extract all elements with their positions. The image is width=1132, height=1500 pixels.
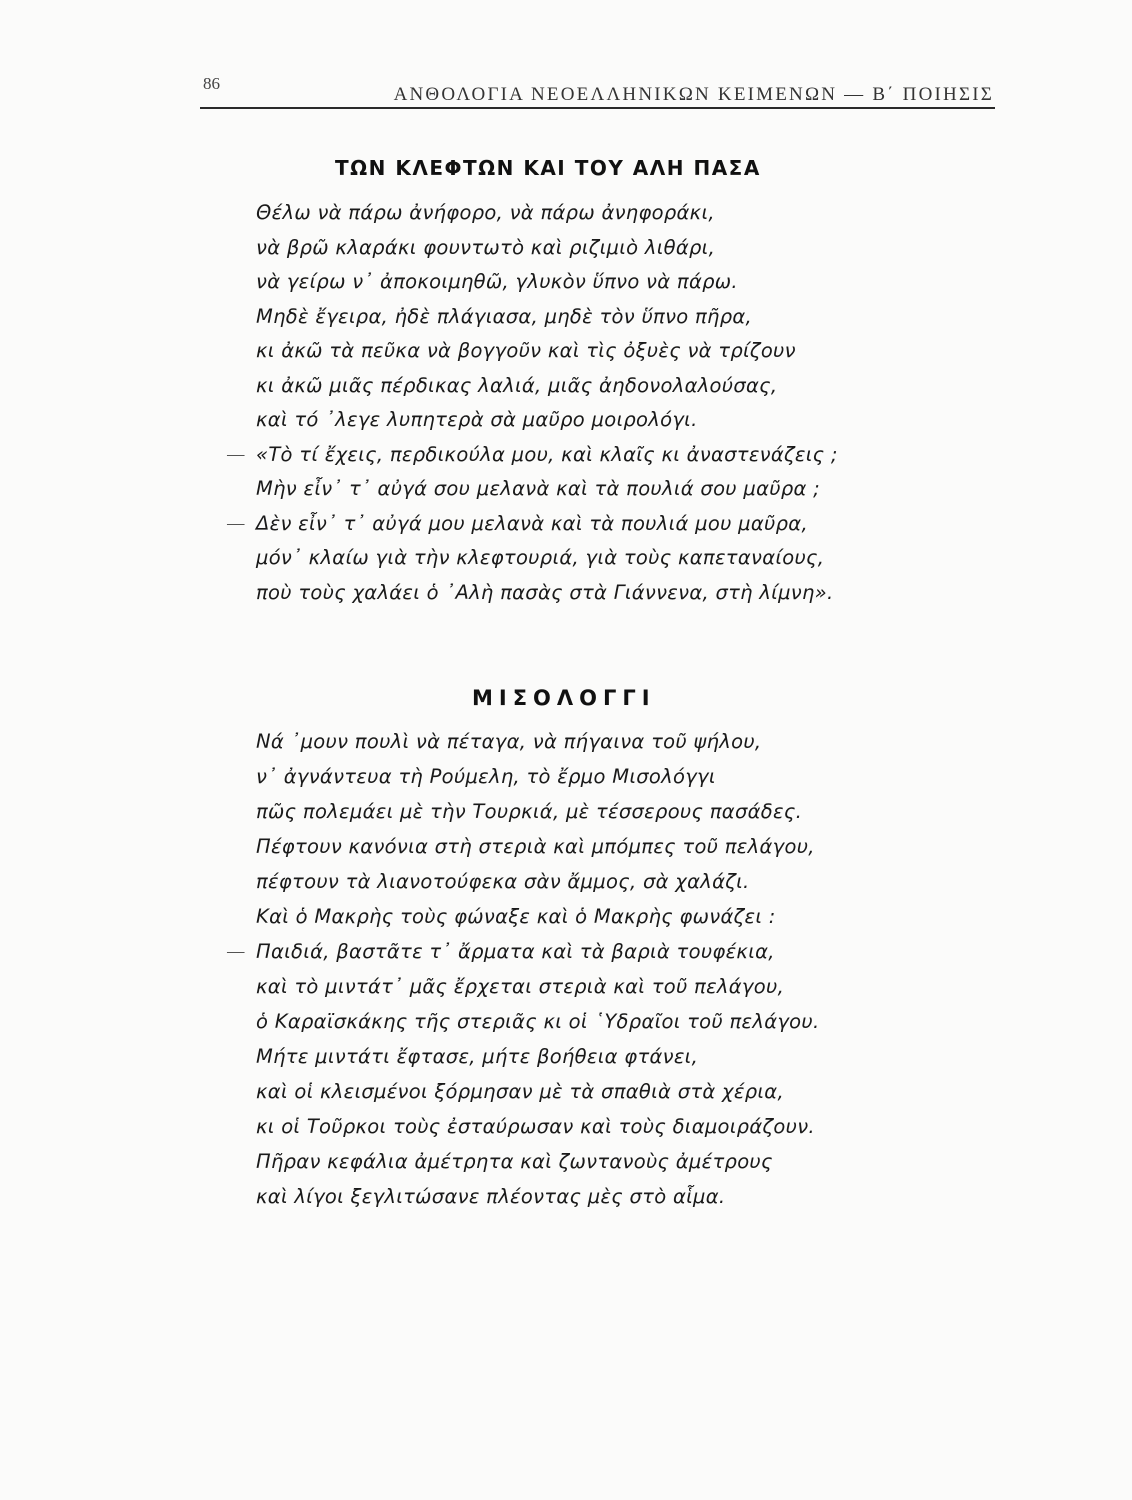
verse-text: Δὲν εἶν᾿ τ᾿ αὐγά μου μελανὰ καὶ τὰ πουλιά μου μαῦρα,	[256, 511, 808, 535]
poem-body	[0, 196, 838, 610]
verse-line	[0, 507, 838, 542]
verse-line	[0, 864, 820, 899]
verse-text: ὁ Καραϊσκάκης τῆς στεριᾶς κι οἱ ῾Υδραῖοι τοῦ πελάγου.	[256, 1010, 820, 1033]
dialogue-dash: —	[226, 442, 246, 466]
page-number: 86	[203, 74, 220, 93]
verse-text: Παιδιά, βαστᾶτε τ᾿ ἄρματα καὶ τὰ βαριὰ τουφέκια,	[256, 940, 775, 963]
verse-line	[0, 265, 838, 300]
verse-text: ν᾿ ἀγνάντευα τὴ Ρούμελη, τὸ ἔρμο Μισολόγγι	[256, 765, 716, 788]
verse-text: Μήτε μιντάτι ἔφτασε, μήτε βοήθεια φτάνει,	[256, 1045, 699, 1068]
verse-text: «Τὸ τί ἔχεις, περδικούλα μου, καὶ κλαῖς κι ἀναστενάζεις ;	[256, 442, 838, 466]
verse-line	[0, 829, 820, 864]
poem-title: ΜΙΣΟΛΟΓΓΙ	[472, 686, 656, 710]
verse-line	[0, 1144, 820, 1179]
verse-text: κι ἀκῶ μιᾶς πέρδικας λαλιά, μιᾶς ἀηδονολαλούσας,	[256, 373, 778, 397]
poem-title: ΤΩΝ ΚΛΕΦΤΩΝ ΚΑΙ ΤΟΥ ΑΛΗ ΠΑΣΑ	[335, 156, 761, 180]
verse-text: νὰ γείρω ν᾿ ἀποκοιμηθῶ, γλυκὸν ὕπνο νὰ πάρω.	[256, 270, 738, 293]
verse-line	[0, 1179, 820, 1214]
verse-text: πέφτουν τὰ λιανοτούφεκα σὰν ἄμμος, σὰ χαλάζι.	[256, 870, 750, 893]
verse-text: Θέλω νὰ πάρω ἀνήφορο, νὰ πάρω ἀνηφοράκι,	[256, 201, 715, 224]
verse-line	[0, 196, 838, 231]
verse-line	[0, 438, 838, 473]
verse-line	[0, 369, 838, 404]
verse-text: πῶς πολεμάει μὲ τὴν Τουρκιά, μὲ τέσσερους πασάδες.	[256, 800, 803, 823]
verse-line	[0, 403, 838, 438]
verse-text: ποὺ τοὺς χαλάει ὁ ᾿Αλὴ πασὰς στὰ Γιάννενα, στὴ λίμνη».	[256, 580, 834, 604]
verse-line	[0, 231, 838, 266]
verse-line	[0, 300, 838, 335]
verse-line	[0, 1039, 820, 1074]
dialogue-dash: —	[226, 511, 246, 535]
verse-text: Πέφτουν κανόνια στὴ στεριὰ καὶ μπόμπες τοῦ πελάγου,	[256, 835, 815, 858]
verse-text: Μὴν εἶν᾿ τ᾿ αὐγά σου μελανὰ καὶ τὰ πουλιά σου μαῦρα ;	[256, 477, 821, 500]
verse-line	[0, 1004, 820, 1039]
verse-line	[0, 472, 838, 507]
dialogue-dash: —	[226, 940, 246, 963]
verse-line	[0, 969, 820, 1004]
verse-text: Νά ᾿μουν πουλὶ νὰ πέταγα, νὰ πήγαινα τοῦ ψήλου,	[256, 730, 762, 753]
verse-line	[0, 759, 820, 794]
verse-line	[0, 794, 820, 829]
verse-line	[0, 334, 838, 369]
verse-line	[0, 724, 820, 759]
verse-text: καὶ οἱ κλεισμένοι ξόρμησαν μὲ τὰ σπαθιὰ στὰ χέρια,	[256, 1080, 784, 1103]
poem-body	[0, 724, 820, 1214]
verse-line	[0, 934, 820, 969]
running-head: ΑΝΘΟΛΟΓΙΑ ΝΕΟΕΛΛΗΝΙΚΩΝ ΚΕΙΜΕΝΩΝ — Β΄ ΠΟΙΗΣΙΣ	[393, 84, 994, 105]
verse-line	[0, 1109, 820, 1144]
verse-text: νὰ βρῶ κλαράκι φουντωτὸ καὶ ριζιμιὸ λιθάρι,	[256, 235, 716, 259]
verse-text: Μηδὲ ἔγειρα, ἠδὲ πλάγιασα, μηδὲ τὸν ὕπνο πῆρα,	[256, 304, 753, 328]
header-rule	[200, 107, 995, 109]
verse-text: καὶ τὸ μιντάτ᾿ μᾶς ἔρχεται στεριὰ καὶ τοῦ πελάγου,	[256, 975, 785, 998]
verse-text: Καὶ ὁ Μακρὴς τοὺς φώναξε καὶ ὁ Μακρὴς φωνάζει :	[256, 905, 776, 928]
verse-text: Πῆραν κεφάλια ἀμέτρητα καὶ ζωντανοὺς ἀμέτρους	[256, 1150, 773, 1173]
verse-text: κι οἱ Τοῦρκοι τοὺς ἐσταύρωσαν καὶ τοὺς διαμοιράζουν.	[256, 1115, 815, 1138]
verse-text: καὶ τό ᾿λεγε λυπητερὰ σὰ μαῦρο μοιρολόγι.	[256, 408, 698, 431]
verse-line	[0, 541, 838, 576]
verse-line	[0, 1074, 820, 1109]
verse-line	[0, 899, 820, 934]
verse-text: καὶ λίγοι ξεγλιτώσανε πλέοντας μὲς στὸ αἷμα.	[256, 1185, 726, 1208]
verse-text: μόν᾿ κλαίω γιὰ τὴν κλεφτουριά, γιὰ τοὺς καπεταναίους,	[256, 546, 825, 569]
verse-text: κι ἀκῶ τὰ πεῦκα νὰ βογγοῦν καὶ τὶς ὀξυὲς νὰ τρίζουν	[256, 339, 796, 362]
verse-line	[0, 576, 838, 611]
